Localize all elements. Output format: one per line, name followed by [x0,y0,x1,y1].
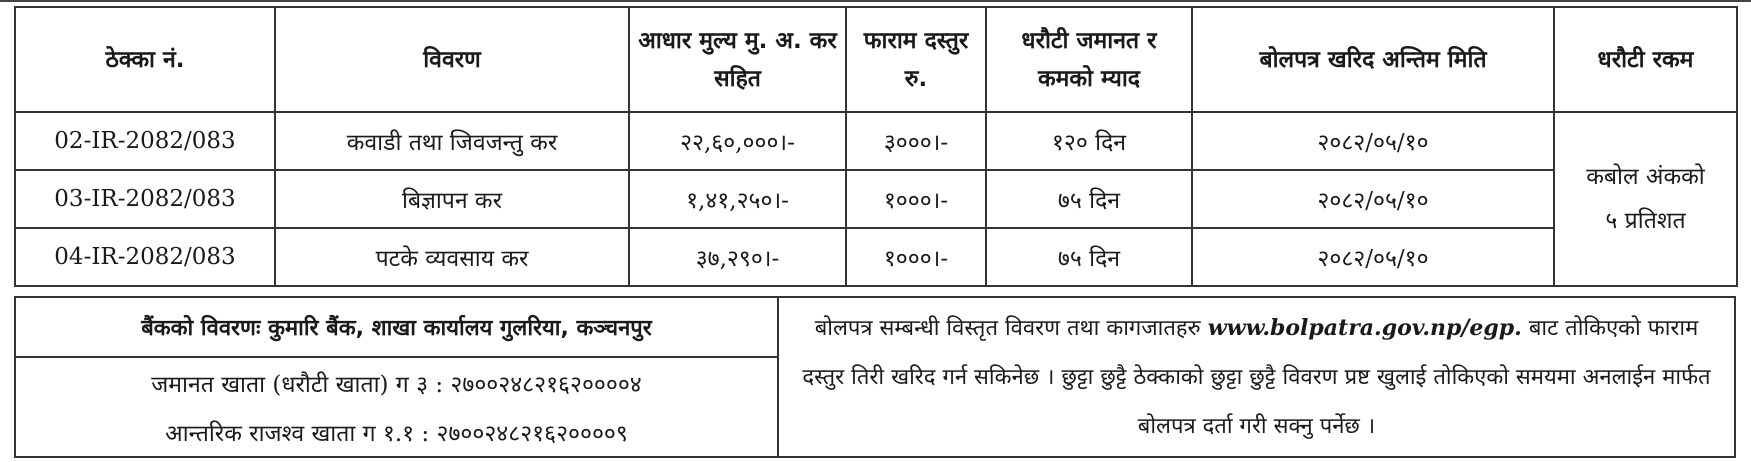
tender-instructions [779,298,1734,456]
deposit-amount-line1: कबोल अंकको [1586,164,1705,190]
tender-table [14,6,1738,287]
base-price-cell: २२,६०,०००।- [629,112,846,170]
description-cell: पटके व्यवसाय कर [275,228,629,286]
instructions-text-start: बोलपत्र सम्बन्धी विस्तृत विवरण तथा कागजातहरु [814,316,1208,341]
deposit-amount-cell [1554,112,1737,286]
form-fee-cell: १०००।- [846,228,986,286]
deadline-cell: २०८२/०५/१० [1192,228,1554,286]
header-description: विवरण [275,7,629,112]
deposit-amount-line2: ५ प्रतिशत [1605,208,1686,234]
bank-account-deposit: जमानत खाता (धरौटी खाता) ग ३ : २७००२४८२१६२००००४ [151,371,642,398]
deposit-validity-cell: ७५ दिन [986,228,1192,286]
base-price-cell: १,४१,२५०।- [629,170,846,228]
base-price-cell: ३७,२९०।- [629,228,846,286]
deadline-cell: २०८२/०५/१० [1192,170,1554,228]
header-deposit-validity: धरौटी जमानत र कमको म्याद [986,7,1192,112]
bank-heading: बैंकको विवरणः कुमारि बैंक, शाखा कार्यालय गुलरिया, कञ्चनपुर [16,298,777,358]
contract-no-cell: 04-IR-2082/083 [15,228,275,286]
description-cell: बिज्ञापन कर [275,170,629,228]
contract-no-cell: 03-IR-2082/083 [15,170,275,228]
bank-details [16,298,779,456]
table-row [15,228,1737,286]
header-deadline: बोलपत्र खरिद अन्तिम मिति [1192,7,1554,112]
header-deposit-amount: धरौटी रकम [1554,7,1737,112]
form-fee-cell: १०००।- [846,170,986,228]
header-contract-no: ठेक्का नं. [15,7,275,112]
table-header-row [15,7,1737,112]
bottom-info-box [14,296,1736,458]
contract-no-cell: 02-IR-2082/083 [15,112,275,170]
header-form-fee: फाराम दस्तुर रु. [846,7,986,112]
deposit-validity-cell: १२० दिन [986,112,1192,170]
instructions-text-end: बाट तोकिएको फाराम दस्तुर तिरी खरिद गर्न सकिनेछ । छुट्टा छुट्टै ठेक्काको छुट्टा छुट्टै विवरण प्रष्ट खुलाई तोकिएको समयमा अनलाईन मार्फत बोलपत्र दर्ता गरी सक्नु पर्नेछ । [802,316,1711,439]
bank-account-revenue: आन्तरिक राजश्व खाता ग १.१ : २७००२४८२१६२००००९ [165,420,628,447]
deadline-cell: २०८२/०५/१० [1192,112,1554,170]
table-row [15,170,1737,228]
form-fee-cell: ३०००।- [846,112,986,170]
description-cell: कवाडी तथा जिवजन्तु कर [275,112,629,170]
bolpatra-url: www.bolpatra.gov.np/egp. [1207,315,1522,341]
table-row [15,112,1737,170]
deposit-validity-cell: ७५ दिन [986,170,1192,228]
header-base-price: आधार मुल्य मु. अ. कर सहित [629,7,846,112]
